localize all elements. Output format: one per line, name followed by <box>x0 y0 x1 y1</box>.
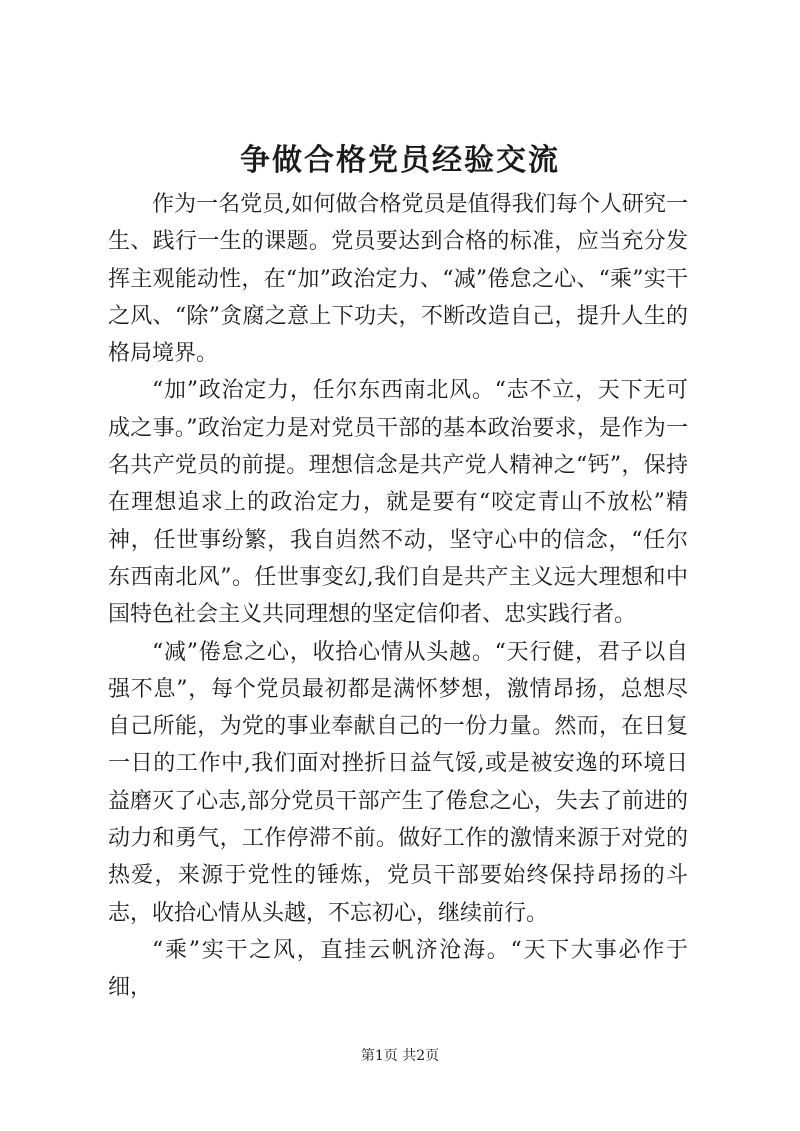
paragraph-multiply-practical-work: “乘”实干之风，直挂云帆济沧海。“天下大事必作于细， <box>108 937 688 1001</box>
page-number: 第1页 共2页 <box>360 1048 440 1064</box>
paragraph-reduce-slackness: “减”倦怠之心，收拾心情从头越。“天行健，君子以自强不息”，每个党员最初都是满怀梦想，激情昂扬，总想尽自己所能，为党的事业奉献自己的一份力量。然而，在日复一日的工作中,我们面对挫折日益气馁,或是被安逸的环境日益磨灭了心志,部分党员干部产生了倦怠之心，失去了前进的动力和勇气，工作停滞不前。做好工作的激情来源于对党的热爱，来源于党性的锤炼，党员干部要始终保持昂扬的斗志，收拾心情从头越，不忘初心，继续前行。 <box>108 639 688 926</box>
document-body <box>108 186 688 1007</box>
document-title: 争做合格党员经验交流 <box>240 143 560 178</box>
paragraph-add-political-resolve: “加”政治定力，任尔东西南北风。“志不立，天下无可成之事。”政治定力是对党员干部的基本政治要求，是作为一名共产党员的前提。理想信念是共产党人精神之“钙”，保持在理想追求上的政治定力，就是要有“咬定青山不放松”精神，任世事纷繁，我自岿然不动，坚守心中的信念，“任尔东西南北风”。任世事变幻,我们自是共产主义远大理想和中国特色社会主义共同理想的坚定信仰者、忠实践行者。 <box>108 378 688 628</box>
paragraph-intro: 作为一名党员,如何做合格党员是值得我们每个人研究一生、践行一生的课题。党员要达到合格的标准，应当充分发挥主观能动性，在“加”政治定力、“减”倦怠之心、“乘”实干之风、“除”贪腐之意上下功夫，不断改造自己，提升人生的格局境界。 <box>108 192 688 367</box>
